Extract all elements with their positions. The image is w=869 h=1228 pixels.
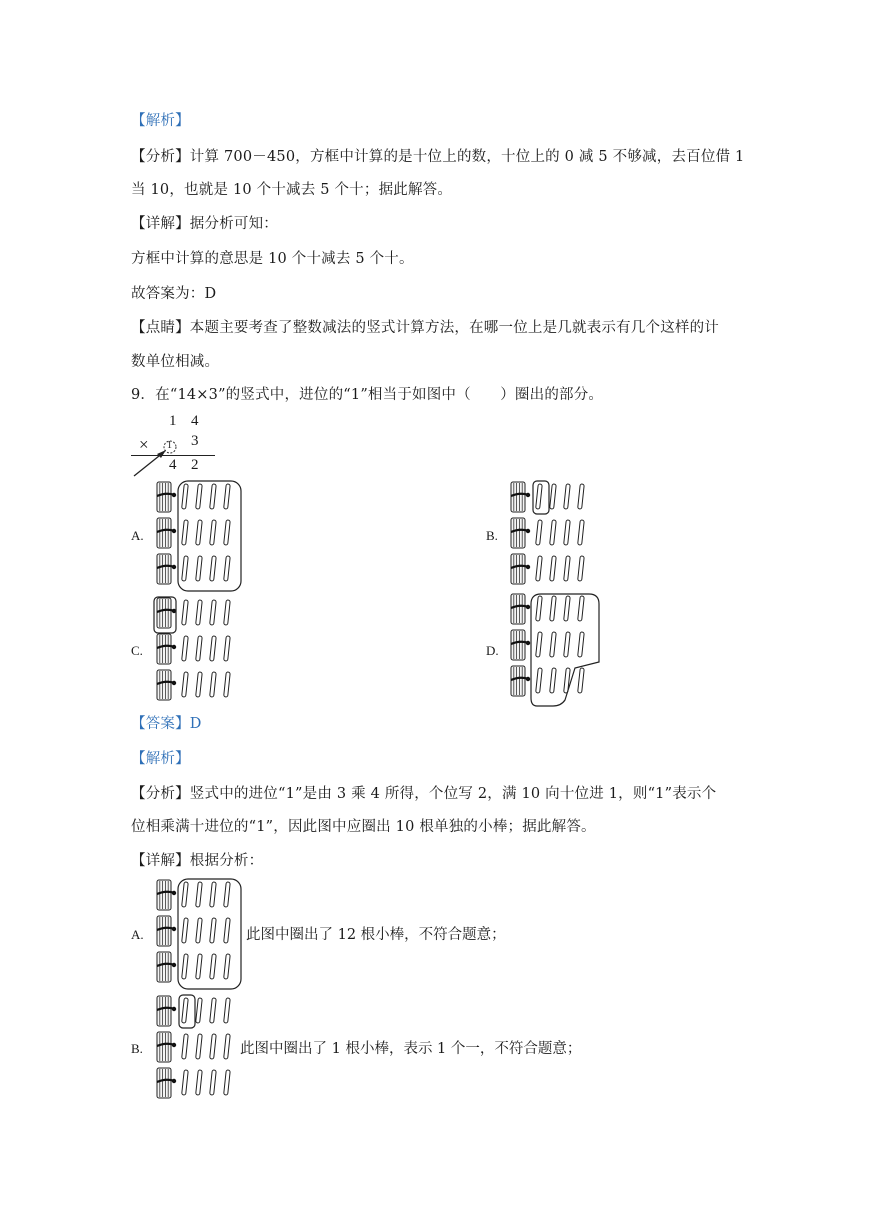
stick-bundle-icon bbox=[157, 598, 176, 628]
stick-icon bbox=[182, 556, 189, 581]
stick-icon bbox=[210, 600, 217, 625]
stick-icon bbox=[224, 520, 231, 545]
stick-icon bbox=[210, 882, 217, 907]
stick-icon bbox=[210, 520, 217, 545]
circled-group bbox=[178, 481, 241, 591]
circled-group bbox=[178, 879, 241, 989]
stick-icon bbox=[182, 998, 189, 1023]
stick-icon bbox=[196, 954, 203, 979]
vertical-multiplication bbox=[131, 413, 231, 479]
stick-icon bbox=[182, 882, 189, 907]
stick-icon bbox=[224, 556, 231, 581]
stick-icon bbox=[196, 672, 203, 697]
stick-icon bbox=[536, 484, 543, 509]
stick-icon bbox=[210, 636, 217, 661]
analysis-2-line-2: 位相乘满十进位的“1”，因此图中应圈出 10 根单独的小棒；据此解答。 bbox=[131, 819, 596, 835]
multiply-sign: × bbox=[139, 435, 149, 454]
detail-a-text: 此图中圈出了 12 根小棒，不符合题意； bbox=[246, 927, 506, 943]
stick-icon bbox=[224, 484, 231, 509]
stick-icon bbox=[196, 918, 203, 943]
stick-bundle-icon bbox=[157, 482, 176, 512]
stick-icon bbox=[536, 596, 543, 621]
stick-icon bbox=[224, 918, 231, 943]
stick-icon bbox=[536, 520, 543, 545]
detail-b-text: 此图中圈出了 1 根小棒，表示 1 个一，不符合题意； bbox=[240, 1041, 582, 1057]
stick-icon bbox=[536, 556, 543, 581]
analysis-line-1: 【分析】计算 700－450，方框中计算的是十位上的数，十位上的 0 减 5 不够减，去百位借 1 bbox=[131, 149, 745, 165]
answer-text: 故答案为：D bbox=[131, 286, 217, 302]
stick-icon bbox=[564, 484, 571, 509]
option-c-sticks bbox=[153, 596, 253, 714]
stick-icon bbox=[182, 954, 189, 979]
comment-line-1: 【点睛】本题主要考查了整数减法的竖式计算方法，在哪一位上是几就表示有几个这样的计 bbox=[131, 320, 719, 336]
stick-bundle-icon bbox=[157, 1032, 176, 1062]
calc-result-ones: 2 bbox=[191, 457, 199, 473]
stick-icon bbox=[196, 1034, 203, 1059]
stick-icon bbox=[182, 918, 189, 943]
stick-icon bbox=[210, 556, 217, 581]
stick-bundle-icon bbox=[511, 666, 530, 696]
stick-bundle-icon bbox=[157, 916, 176, 946]
analysis-heading: 【解析】 bbox=[131, 113, 190, 129]
stick-icon bbox=[182, 484, 189, 509]
stick-icon bbox=[224, 636, 231, 661]
stick-icon bbox=[224, 998, 231, 1023]
stick-bundle-icon bbox=[511, 630, 530, 660]
stick-bundle-icon bbox=[511, 554, 530, 584]
option-d-sticks bbox=[507, 592, 607, 710]
stick-icon bbox=[564, 556, 571, 581]
stick-icon bbox=[196, 600, 203, 625]
answer-label: 【答案】D bbox=[131, 716, 202, 732]
stick-icon bbox=[196, 998, 203, 1023]
calc-top-ones: 4 bbox=[191, 413, 199, 429]
stick-icon bbox=[196, 520, 203, 545]
detail-heading-2: 【详解】根据分析： bbox=[131, 853, 264, 869]
stick-icon bbox=[182, 636, 189, 661]
detail-a-sticks bbox=[153, 878, 253, 996]
detail-body: 方框中计算的意思是 10 个十减去 5 个十。 bbox=[131, 251, 414, 267]
stick-icon bbox=[210, 918, 217, 943]
option-b-sticks bbox=[507, 480, 607, 598]
analysis-2-line-1: 【分析】竖式中的进位“1”是由 3 乘 4 所得，个位写 2，满 10 向十位进 1，则“1”表示个 bbox=[131, 786, 717, 802]
stick-icon bbox=[224, 672, 231, 697]
stick-icon bbox=[536, 632, 543, 657]
stick-bundle-icon bbox=[157, 518, 176, 548]
stick-icon bbox=[182, 1034, 189, 1059]
stick-icon bbox=[224, 954, 231, 979]
calc-top-tens: 1 bbox=[169, 413, 177, 429]
option-c-label: C. bbox=[131, 643, 143, 658]
stick-icon bbox=[224, 600, 231, 625]
stick-icon bbox=[210, 954, 217, 979]
stick-icon bbox=[210, 998, 217, 1023]
stick-bundle-icon bbox=[157, 996, 176, 1026]
stick-icon bbox=[550, 520, 557, 545]
stick-icon bbox=[210, 484, 217, 509]
stick-icon bbox=[224, 1070, 231, 1095]
stick-bundle-icon bbox=[511, 594, 530, 624]
detail-b-label: B. bbox=[131, 1041, 143, 1056]
stick-icon bbox=[536, 668, 543, 693]
stick-icon bbox=[578, 520, 585, 545]
stick-icon bbox=[578, 632, 585, 657]
stick-bundle-icon bbox=[157, 952, 176, 982]
stick-icon bbox=[196, 882, 203, 907]
calc-result-tens: 4 bbox=[169, 457, 177, 473]
stick-icon bbox=[578, 668, 585, 693]
question-9: 9．在“14×3”的竖式中，进位的“1”相当于如图中（ ）圈出的部分。 bbox=[131, 387, 604, 403]
stick-icon bbox=[564, 632, 571, 657]
stick-icon bbox=[578, 484, 585, 509]
stick-icon bbox=[550, 668, 557, 693]
stick-icon bbox=[210, 1034, 217, 1059]
stick-icon bbox=[550, 484, 557, 509]
stick-icon bbox=[196, 556, 203, 581]
stick-icon bbox=[182, 1070, 189, 1095]
detail-b-sticks bbox=[153, 994, 253, 1112]
stick-icon bbox=[564, 520, 571, 545]
detail-heading: 【详解】据分析可知： bbox=[131, 216, 278, 232]
stick-bundle-icon bbox=[157, 554, 176, 584]
stick-icon bbox=[196, 484, 203, 509]
detail-a-label: A. bbox=[131, 927, 144, 942]
stick-icon bbox=[550, 632, 557, 657]
stick-icon bbox=[210, 1070, 217, 1095]
stick-bundle-icon bbox=[157, 634, 176, 664]
stick-icon bbox=[182, 672, 189, 697]
stick-icon bbox=[182, 520, 189, 545]
stick-bundle-icon bbox=[157, 880, 176, 910]
stick-icon bbox=[224, 882, 231, 907]
stick-bundle-icon bbox=[157, 670, 176, 700]
stick-bundle-icon bbox=[511, 482, 530, 512]
stick-icon bbox=[210, 672, 217, 697]
option-a-sticks bbox=[153, 480, 253, 598]
stick-bundle-icon bbox=[511, 518, 530, 548]
stick-icon bbox=[224, 1034, 231, 1059]
carry-arrow-icon bbox=[131, 413, 231, 479]
stick-icon bbox=[196, 1070, 203, 1095]
option-a-label: A. bbox=[131, 528, 144, 543]
stick-icon bbox=[182, 600, 189, 625]
comment-line-2: 数单位相减。 bbox=[131, 354, 220, 370]
stick-icon bbox=[564, 596, 571, 621]
stick-icon bbox=[578, 556, 585, 581]
stick-icon bbox=[564, 668, 571, 693]
analysis-heading-2: 【解析】 bbox=[131, 751, 190, 767]
stick-icon bbox=[578, 596, 585, 621]
option-d-label: D. bbox=[486, 643, 499, 658]
stick-bundle-icon bbox=[157, 1068, 176, 1098]
option-b-label: B. bbox=[486, 528, 498, 543]
carry-digit: 1 bbox=[167, 440, 172, 451]
calc-multiplier: 3 bbox=[191, 433, 199, 449]
stick-icon bbox=[196, 636, 203, 661]
stick-icon bbox=[550, 596, 557, 621]
stick-icon bbox=[550, 556, 557, 581]
analysis-line-2: 当 10，也就是 10 个十减去 5 个十；据此解答。 bbox=[131, 182, 453, 198]
